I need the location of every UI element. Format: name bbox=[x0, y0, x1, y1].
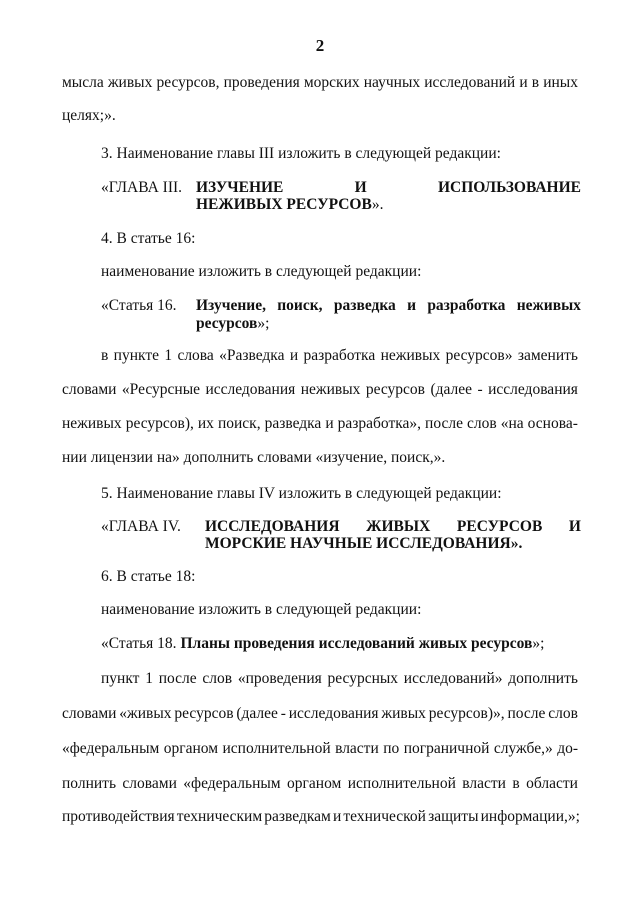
word: власти bbox=[335, 740, 379, 757]
article-title-line bbox=[196, 315, 269, 333]
word: в bbox=[512, 775, 520, 792]
word: ресурсов, bbox=[156, 74, 220, 91]
word: исследования bbox=[488, 381, 578, 398]
word: технической bbox=[343, 808, 426, 825]
title-word: Изучение, bbox=[196, 297, 266, 314]
paragraph-line: наименование изложить в следующей редакции: bbox=[101, 263, 422, 280]
word: разведкам bbox=[264, 808, 331, 825]
word: «Ресурсные bbox=[121, 381, 200, 398]
word: исследований» bbox=[403, 670, 503, 687]
list-item: 3. Наименование главы III изложить в следующей редакции: bbox=[101, 145, 501, 162]
paragraph-line: наименование изложить в следующей редакции: bbox=[101, 601, 422, 618]
article-18-heading bbox=[101, 635, 544, 653]
list-item: 4. В статье 16: bbox=[101, 230, 196, 247]
word: ресурсов bbox=[365, 381, 425, 398]
word: поиск, bbox=[217, 415, 261, 432]
word: разработка», bbox=[337, 415, 422, 432]
word: разработка bbox=[303, 347, 376, 364]
title-word: И bbox=[354, 179, 367, 196]
word: словами bbox=[62, 705, 117, 722]
word: (далее bbox=[430, 381, 473, 398]
word: разведка bbox=[264, 415, 322, 432]
chapter-title-line bbox=[196, 179, 581, 197]
paragraph-line bbox=[101, 347, 578, 365]
paragraph-line bbox=[62, 415, 578, 433]
word: после bbox=[425, 415, 463, 432]
title-word: поиск, bbox=[277, 297, 323, 314]
title-end: ». bbox=[371, 196, 384, 213]
word: до- bbox=[557, 740, 578, 757]
title-end: »; bbox=[257, 315, 270, 332]
word: дополнить bbox=[508, 670, 578, 687]
word: слов bbox=[467, 415, 497, 432]
chapter-title-line bbox=[205, 518, 581, 536]
word: - bbox=[477, 381, 483, 398]
article-prefix: «Статья 16. bbox=[101, 297, 177, 314]
title-word: ИЗУЧЕНИЕ bbox=[196, 179, 284, 196]
word: «Разведка bbox=[219, 347, 285, 364]
word: «проведения bbox=[237, 670, 322, 687]
word: после bbox=[158, 670, 197, 687]
title-end: ». bbox=[510, 535, 523, 552]
word: ресурсов bbox=[174, 705, 234, 722]
word: неживых bbox=[380, 347, 441, 364]
word: слов bbox=[548, 705, 578, 722]
word: и bbox=[332, 808, 342, 825]
word: - bbox=[280, 705, 286, 722]
title-text: ресурсов bbox=[196, 315, 258, 332]
word: информации,»; bbox=[480, 808, 580, 825]
word: защиты bbox=[428, 808, 479, 825]
title-word: РЕСУРСОВ bbox=[456, 518, 543, 535]
title-word: ЖИВЫХ bbox=[366, 518, 431, 535]
word: органом bbox=[287, 775, 342, 792]
word: исполнительной bbox=[347, 775, 456, 792]
word: области bbox=[526, 775, 578, 792]
paragraph-line bbox=[62, 74, 578, 92]
page-number: 2 bbox=[315, 36, 325, 55]
word: и bbox=[519, 74, 528, 91]
word: ресурсных bbox=[327, 670, 399, 687]
word: в bbox=[101, 347, 109, 364]
chapter-title-line bbox=[196, 196, 383, 214]
word: (далее bbox=[236, 705, 278, 722]
word: исследований bbox=[424, 74, 516, 91]
paragraph-line: нии лицензии на» дополнить словами «изучение, поиск,». bbox=[62, 449, 446, 466]
word: и bbox=[289, 347, 299, 364]
chapter-prefix: «ГЛАВА IV. bbox=[101, 518, 181, 535]
title-text: МОРСКИЕ НАУЧНЫЕ ИССЛЕДОВАНИЯ bbox=[205, 535, 511, 552]
title-text: НЕЖИВЫХ РЕСУРСОВ bbox=[196, 196, 372, 213]
word: 1 bbox=[164, 347, 173, 364]
word: словами bbox=[122, 775, 177, 792]
title-word: ИССЛЕДОВАНИЯ bbox=[205, 518, 340, 535]
title-word: ИСПОЛЬЗОВАНИЕ bbox=[437, 179, 581, 196]
title-word: И bbox=[568, 518, 581, 535]
word: полнить bbox=[62, 775, 117, 792]
title-end: »; bbox=[532, 635, 545, 652]
word: научных bbox=[363, 74, 421, 91]
word: исполнительной bbox=[222, 740, 331, 757]
paragraph-line bbox=[62, 808, 580, 826]
word: техническим bbox=[176, 808, 263, 825]
word: живых bbox=[381, 705, 426, 722]
word: исследования bbox=[205, 381, 296, 398]
word: «федеральным bbox=[183, 775, 281, 792]
word: в bbox=[531, 74, 540, 91]
title-word: и bbox=[407, 297, 417, 314]
title-word: неживых bbox=[516, 297, 581, 314]
word: органом bbox=[163, 740, 219, 757]
word: основа- bbox=[527, 415, 578, 432]
chapter-title-line bbox=[205, 535, 522, 553]
word: исследования bbox=[288, 705, 379, 722]
word: «на bbox=[500, 415, 524, 432]
article-title-line bbox=[196, 297, 581, 315]
word: слов bbox=[202, 670, 233, 687]
word: проведения bbox=[223, 74, 300, 91]
word: ресурсов» bbox=[445, 347, 513, 364]
paragraph-line bbox=[62, 775, 578, 793]
word: словами bbox=[62, 381, 117, 398]
word: неживых bbox=[300, 381, 361, 398]
word: по bbox=[383, 740, 400, 757]
paragraph-line bbox=[101, 670, 578, 688]
word: морских bbox=[303, 74, 360, 91]
word: и bbox=[325, 415, 334, 432]
paragraph-line bbox=[62, 740, 578, 758]
word: «федеральным bbox=[62, 740, 160, 757]
word: 1 bbox=[145, 670, 153, 687]
word: пункте bbox=[113, 347, 159, 364]
word: слова bbox=[177, 347, 214, 364]
article-prefix: «Статья 18. bbox=[101, 635, 181, 652]
word: после bbox=[507, 705, 546, 722]
title-word: разработка bbox=[427, 297, 506, 314]
word: власти bbox=[462, 775, 506, 792]
word: заменить bbox=[517, 347, 578, 364]
chapter-prefix: «ГЛАВА III. bbox=[101, 179, 183, 196]
word: иных bbox=[543, 74, 578, 91]
word: пункт bbox=[101, 670, 140, 687]
word: живых bbox=[107, 74, 153, 91]
title-word: разведка bbox=[333, 297, 396, 314]
word: службе,» bbox=[493, 740, 553, 757]
paragraph-line: целях;». bbox=[62, 107, 116, 124]
paragraph-line bbox=[62, 381, 578, 399]
word: мысла bbox=[62, 74, 104, 91]
word: их bbox=[197, 415, 214, 432]
word: противодействия bbox=[62, 808, 175, 825]
word: «живых bbox=[119, 705, 172, 722]
word: пограничной bbox=[403, 740, 490, 757]
list-item: 6. В статье 18: bbox=[101, 568, 196, 585]
word: неживых bbox=[62, 415, 122, 432]
word: ресурсов)», bbox=[428, 705, 505, 722]
list-item: 5. Наименование главы IV изложить в следующей редакции: bbox=[101, 485, 502, 502]
word: ресурсов), bbox=[125, 415, 194, 432]
article-title: Планы проведения исследований живых ресурсов bbox=[180, 635, 533, 652]
paragraph-line bbox=[62, 705, 578, 723]
